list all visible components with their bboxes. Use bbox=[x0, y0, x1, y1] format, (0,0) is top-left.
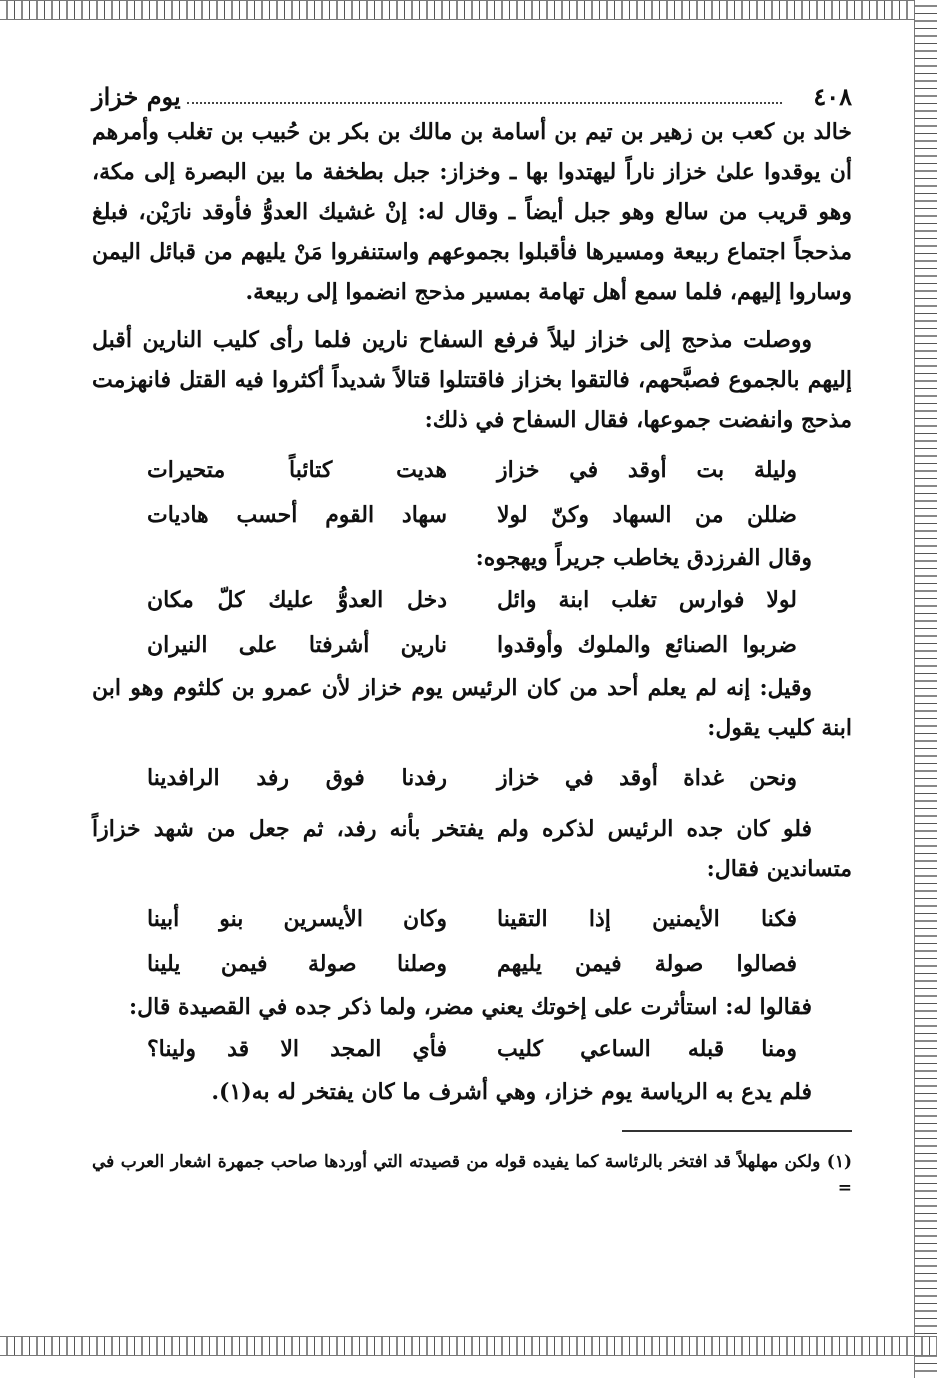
paragraph: فلم يدع به الرياسة يوم خزاز، وهي أشرف ما كان يفتخر له به(١). bbox=[211, 1079, 812, 1105]
hemistich: فكنا الأيمنين إذا التقينا bbox=[497, 906, 797, 932]
decorative-border-right bbox=[914, 0, 937, 1378]
hemistich: وكان الأيسرين بنو أبينا bbox=[147, 906, 447, 932]
paragraph: فقالوا له: استأثرت على إخوتك يعني مضر، ولما ذكر جده في القصيدة قال: bbox=[129, 994, 812, 1020]
hemistich: وصلنا صولة فيمن يلينا bbox=[147, 951, 447, 977]
hemistich: ومنا قبله الساعي كليب bbox=[497, 1036, 797, 1062]
poem-block bbox=[92, 1027, 852, 1072]
hemistich: ونحن غداة أوقد في خزاز bbox=[497, 765, 797, 791]
hemistich: دخل العدوُّ عليك كلّ مكان bbox=[147, 587, 447, 613]
paragraph: فلو كان جده الرئيس لذكره ولم يفتخر بأنه رفد، ثم جعل من شهد خزازاً متساندين فقال: bbox=[92, 816, 852, 882]
page-header bbox=[92, 72, 852, 112]
verse-line bbox=[92, 623, 852, 668]
verse-line bbox=[92, 1027, 852, 1072]
page-number: ٤٠٨ bbox=[813, 82, 852, 111]
hemistich: فصالوا صولة فيمن يليهم bbox=[497, 951, 797, 977]
verse-line bbox=[92, 448, 852, 493]
poem-block bbox=[92, 897, 852, 987]
hemistich: وليلة بت أوقد في خزاز bbox=[497, 457, 797, 483]
header-dotted-leader bbox=[187, 102, 782, 104]
footnote: (١) ولكن مهلهلاً قد افتخر بالرئاسة كما يفيده قوله من قصيدته التي أوردها صاحب جمهرة اشعار العرب في = bbox=[92, 1152, 852, 1198]
verse-line bbox=[92, 493, 852, 538]
paragraph: خالد بن كعب بن زهير بن تيم بن أسامة بن مالك بن بكر بن حُبيب بن تغلب وأمرهم أن يوقدوا علىٰ خزاز ناراً ليهتدوا بها ـ وخزاز: جبل بطخفة ما بين البصرة إلى مكة، وهو قريب من سالع وهو جبل أيضاً ـ وقال له: إنْ غشيك العدوُّ فأوقد نارَيْن، فبلغ مذحجاً اجتماع ربيعة ومسيرها فأقبلوا بجموعهم واستنفروا مَنْ يليهم من قبائل اليمن وساروا إليهم، فلما سمع أهل تهامة بمسير مذحج انضموا إلى ربيعة. bbox=[92, 119, 852, 305]
page-content bbox=[92, 72, 852, 1218]
hemistich: ضربوا الصنائع والملوك وأوقدوا bbox=[497, 632, 797, 658]
running-title: يوم خزاز bbox=[92, 82, 181, 111]
verse-line bbox=[92, 578, 852, 623]
hemistich: نارين أشرفتا على النيران bbox=[147, 632, 447, 658]
paragraph: وقال الفرزدق يخاطب جريراً ويهجوه: bbox=[475, 545, 812, 571]
decorative-border-bottom bbox=[0, 1336, 937, 1356]
poem-block bbox=[92, 448, 852, 538]
verse-line bbox=[92, 897, 852, 942]
hemistich: سهاد القوم أحسب هاديات bbox=[147, 502, 447, 528]
hemistich: رفدنا فوق رفد الرافدينا bbox=[147, 765, 447, 791]
paragraph: ووصلت مذحج إلى خزاز ليلاً فرفع السفاح نارين فلما رأى كليب النارين أقبل إليهم بالجموع فصبَّحهم، فالتقوا بخزاز فاقتتلوا قتالاً شديداً أكثروا فيه القتل فانهزمت مذحج وانفضت جموعها، فقال السفاح في ذلك: bbox=[92, 327, 852, 433]
hemistich: ضللن من السهاد وكنّ لولا bbox=[497, 502, 797, 528]
decorative-border-top bbox=[0, 0, 937, 20]
hemistich: فأي المجد الا قد ولينا؟ bbox=[147, 1036, 447, 1062]
verse-line bbox=[92, 942, 852, 987]
poem-block bbox=[92, 578, 852, 668]
hemistich: هديت كتائباً متحيرات bbox=[147, 457, 447, 483]
poem-block bbox=[92, 756, 852, 801]
footnote-separator bbox=[622, 1130, 852, 1132]
hemistich: لولا فوارس تغلب ابنة وائل bbox=[497, 587, 797, 613]
verse-line bbox=[92, 756, 852, 801]
paragraph: وقيل: إنه لم يعلم أحد من كان الرئيس يوم خزاز لأن عمرو بن كلثوم وهو ابن ابنة كليب يقول: bbox=[92, 675, 852, 741]
